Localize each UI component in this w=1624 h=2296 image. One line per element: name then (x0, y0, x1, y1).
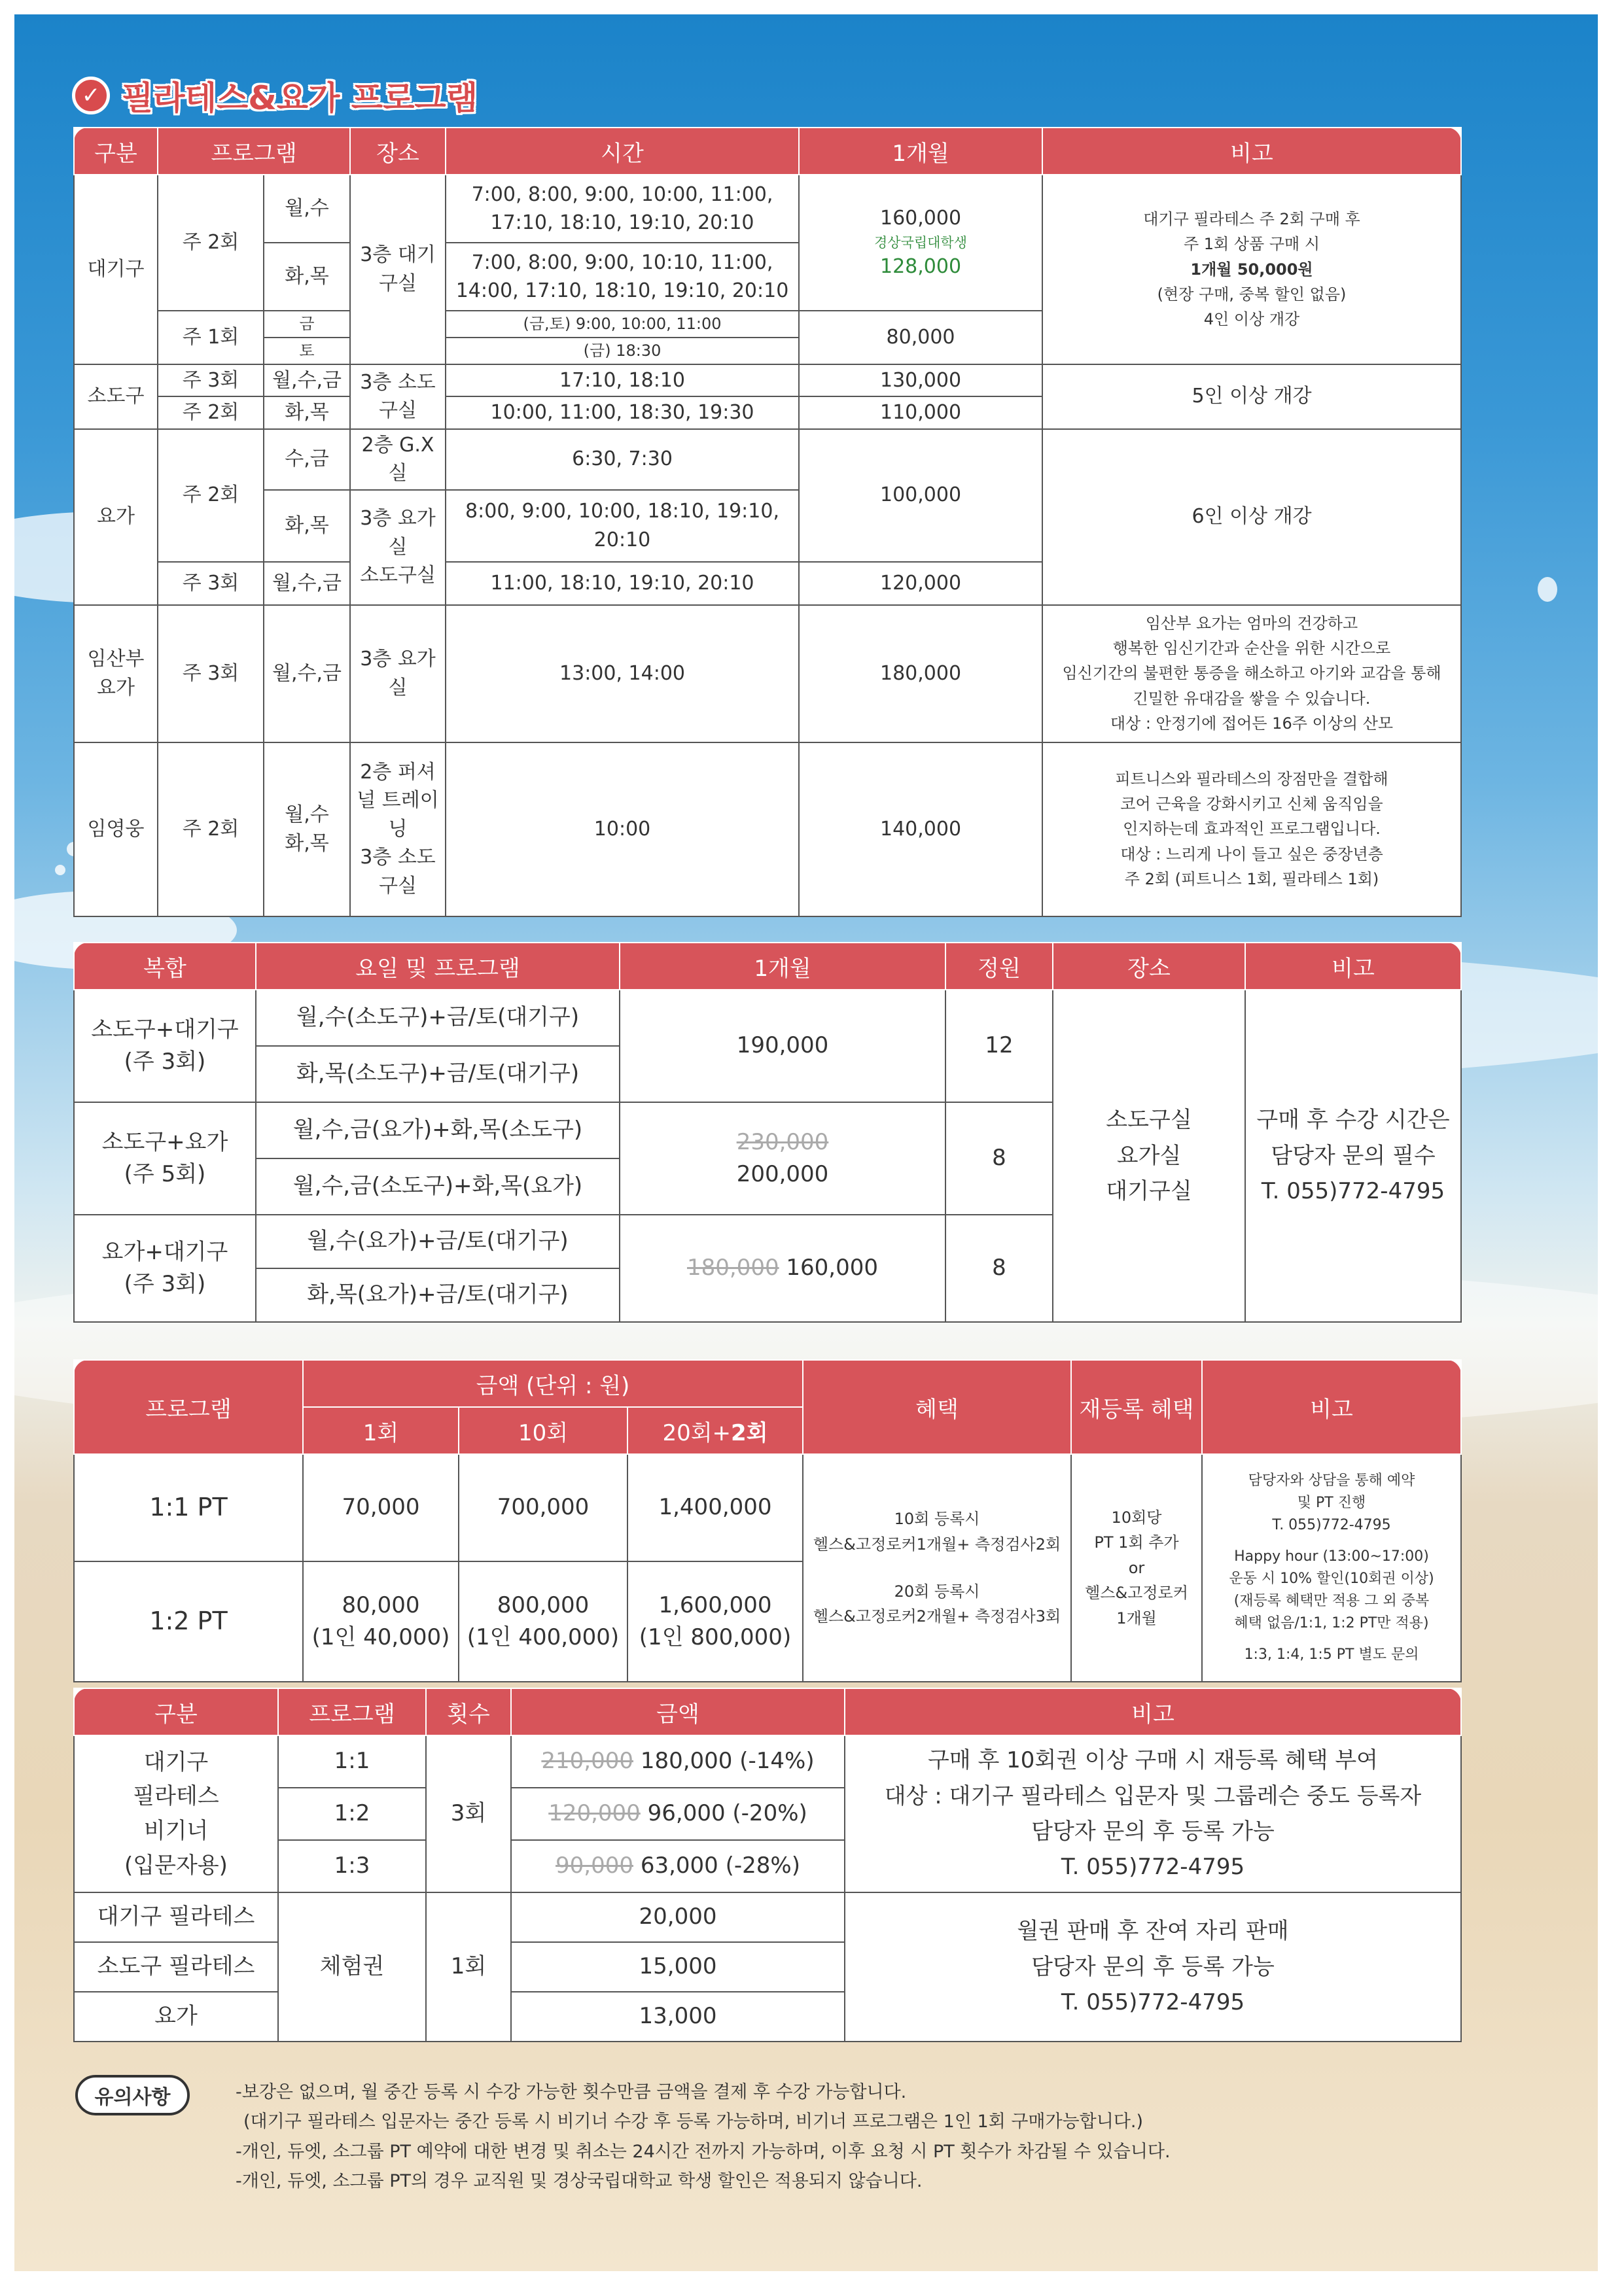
category-line: 비기너 (143, 1818, 209, 1844)
price-cell (620, 1215, 945, 1322)
benefit-line: 헬스&고정로커2개월+ 측정검사3회 (813, 1607, 1061, 1626)
benefit-line: 10회 등록시 (894, 1510, 980, 1529)
header-benefit: 혜택 (803, 1360, 1071, 1454)
price-cell: 700,000 (459, 1454, 627, 1561)
old-price: 120,000 (548, 1800, 641, 1827)
note-line: 1개월 50,000원 (1190, 260, 1313, 279)
program-cell: 1:3 (278, 1840, 426, 1892)
frequency-cell: 주 2회 (158, 175, 264, 311)
price-cell: 140,000 (799, 742, 1042, 916)
header-location: 장소 (350, 128, 446, 175)
days-cell: 화,목 (264, 490, 350, 562)
days-cell: 수,금 (264, 429, 350, 490)
rereg-line: 헬스&고정로커 (1085, 1584, 1188, 1603)
note-cell (1202, 1454, 1461, 1682)
combo-frequency: (주 5회) (124, 1161, 206, 1187)
combo-program-cell: 월,수,금(요가)+화,목(소도구) (256, 1102, 620, 1158)
days-cell: 화,목 (264, 396, 350, 429)
note-line: 행복한 임신기간과 순산을 위한 시간으로 (1112, 639, 1391, 657)
rereg-line: or (1128, 1558, 1145, 1577)
header-count: 횟수 (426, 1688, 511, 1735)
note-line: (재등록 혜택만 적용 그 외 중복 (1233, 1593, 1430, 1610)
note-line: T. 055)772-4795 (1061, 1854, 1245, 1881)
frequency-cell: 주 2회 (158, 396, 264, 429)
check-icon: ✓ (72, 77, 110, 114)
header-month: 1개월 (799, 128, 1042, 175)
days-line: 화,목 (285, 831, 329, 855)
category-line: 필라테스 (133, 1783, 219, 1810)
beginner-table (73, 1688, 1462, 2042)
time-cell: (금,토) 9:00, 10:00, 11:00 (446, 311, 799, 338)
frequency-cell: 주 2회 (158, 429, 264, 562)
note-line: 인지하는데 효과적인 프로그램입니다. (1123, 820, 1381, 839)
header-price: 금액 (단위 : 원) (303, 1360, 803, 1407)
location-line: 2층 퍼셔널 트레이닝 (357, 760, 439, 841)
days-cell: 월,수,금 (264, 562, 350, 605)
price-per-person: (1인 400,000) (467, 1624, 620, 1650)
header-note: 비고 (1042, 128, 1461, 175)
note-line: 4인 이상 개강 (1203, 310, 1300, 329)
note-line: 대상 : 대기구 필라테스 입문자 및 그룹레슨 중도 등록자 (884, 1783, 1422, 1809)
time-cell: 6:30, 7:30 (446, 429, 799, 490)
location-line: 3층 요가실 (360, 507, 436, 559)
note-line: (현장 구매, 중복 할인 없음) (1157, 285, 1347, 304)
capacity-cell: 8 (945, 1215, 1053, 1322)
combo-program-cell: 화,목(소도구)+금/토(대기구) (256, 1046, 620, 1102)
rereg-cell (1071, 1454, 1202, 1682)
location-cell: 2층 G.X실 (350, 429, 446, 490)
header-program: 프로그램 (158, 128, 350, 175)
price-cell: 70,000 (303, 1454, 459, 1561)
note-line: 혜택 없음/1:1, 1:2 PT만 적용) (1234, 1615, 1429, 1632)
count-cell: 1회 (426, 1892, 511, 2042)
note-cell (1042, 175, 1461, 364)
trial-name-cell: 대기구 필라테스 (74, 1892, 278, 1942)
frequency-cell: 주 2회 (158, 742, 264, 916)
capacity-cell: 12 (945, 990, 1053, 1102)
combo-program-cell: 월,수(요가)+금/토(대기구) (256, 1215, 620, 1268)
header-combo: 복합 (74, 943, 256, 990)
dot-decoration (55, 865, 65, 875)
price-cell: 110,000 (799, 396, 1042, 429)
note-line: Happy hour (13:00~17:00) (1234, 1548, 1429, 1565)
header-time: 시간 (446, 128, 799, 175)
header-days-program: 요일 및 프로그램 (256, 943, 620, 990)
note-spacer (1207, 1635, 1456, 1644)
note-line: 월권 판매 후 잔여 자리 판매 (1017, 1918, 1289, 1945)
note-cell: 6인 이상 개강 (1042, 429, 1461, 605)
combo-name-cell (74, 1102, 256, 1215)
combo-name-cell (74, 990, 256, 1102)
combo-name-cell (74, 1215, 256, 1322)
benefit-line: 헬스&고정로커1개월+ 측정검사2회 (813, 1535, 1061, 1554)
benefit-cell (803, 1454, 1071, 1682)
price-cell (459, 1561, 627, 1682)
category-cell: 요가 (74, 429, 158, 605)
program-cell: 1:2 (278, 1788, 426, 1840)
header-category: 구분 (74, 128, 158, 175)
header-capacity: 정원 (945, 943, 1053, 990)
days-cell: 토 (264, 338, 350, 364)
location-cell (1053, 990, 1245, 1322)
notice-lines (236, 2078, 1171, 2196)
note-line: 구매 후 10회권 이상 구매 시 재등록 혜택 부여 (927, 1747, 1379, 1774)
header-20-bonus: 2회 (731, 1419, 768, 1446)
note-line: 구매 후 수강 시간은 (1256, 1107, 1450, 1134)
location-line: 3층 소도구실 (360, 846, 436, 897)
days-cell (264, 742, 350, 916)
pt-name-cell: 1:1 PT (74, 1454, 303, 1561)
note-line: 주 1회 상품 구매 시 (1183, 235, 1320, 254)
price-per-person: (1인 800,000) (639, 1624, 792, 1650)
category-line: (입문자용) (124, 1852, 228, 1879)
header-month: 1개월 (620, 943, 945, 990)
rereg-line: PT 1회 추가 (1094, 1533, 1179, 1552)
student-label: 경상국립대학생 (874, 234, 968, 251)
note-line: T. 055)772-4795 (1261, 1178, 1445, 1205)
category-cell: 대기구 (74, 175, 158, 364)
time-cell: (금) 18:30 (446, 338, 799, 364)
note-cell (1245, 990, 1461, 1322)
note-spacer (1207, 1537, 1456, 1546)
location-cell: 3층 대기구실 (350, 175, 446, 364)
time-cell: 7:00, 8:00, 9:00, 10:00, 11:00, 17:10, 18:10, 19:10, 20:10 (446, 175, 799, 243)
old-price: 180,000 (686, 1255, 779, 1281)
trial-name-cell: 소도구 필라테스 (74, 1942, 278, 1992)
location-line: 소도구실 (360, 564, 436, 587)
note-cell (845, 1735, 1461, 1892)
price-value: 200,000 (736, 1161, 829, 1187)
price-cell: 20,000 (511, 1892, 845, 1942)
time-cell: 10:00 (446, 742, 799, 916)
price-cell: 180,000 (799, 605, 1042, 742)
price-value: 1,600,000 (658, 1592, 772, 1618)
price-value: 96,000 (-20%) (647, 1800, 807, 1827)
note-line: 1:3, 1:4, 1:5 PT 별도 문의 (1244, 1646, 1419, 1663)
price-cell (620, 1102, 945, 1215)
days-cell: 월,수 (264, 175, 350, 243)
note-line: 임산부 요가는 엄마의 건강하고 (1145, 614, 1358, 633)
frequency-cell: 주 3회 (158, 605, 264, 742)
price-cell: 80,000 (799, 311, 1042, 364)
combo-table (73, 942, 1462, 1323)
combo-program-cell: 화,목(요가)+금/토(대기구) (256, 1268, 620, 1322)
note-line: 임신기간의 불편한 통증을 해소하고 아기와 교감을 통해 (1062, 664, 1441, 683)
price-value: 180,000 (-14%) (640, 1748, 815, 1775)
header-category: 구분 (74, 1688, 278, 1735)
combo-frequency: (주 3회) (124, 1049, 206, 1075)
time-cell: 11:00, 18:10, 19:10, 20:10 (446, 562, 799, 605)
note-line: 피트니스와 필라테스의 장점만을 결합해 (1115, 769, 1388, 788)
time-cell: 7:00, 8:00, 9:00, 10:10, 11:00, 14:00, 17:10, 18:10, 19:10, 20:10 (446, 243, 799, 311)
note-line: T. 055)772-4795 (1272, 1516, 1391, 1533)
trial-name-cell: 요가 (74, 1992, 278, 2042)
location-line: 요가실 (1116, 1142, 1182, 1169)
time-cell: 10:00, 11:00, 18:30, 19:30 (446, 396, 799, 429)
price-cell (799, 175, 1042, 311)
rereg-line: 10회당 (1111, 1508, 1162, 1527)
header-20-label: 20회+ (662, 1419, 732, 1446)
category-cell: 소도구 (74, 364, 158, 429)
pt-name-cell: 1:2 PT (74, 1561, 303, 1682)
price-value: 800,000 (497, 1592, 590, 1618)
program-cell: 체험권 (278, 1892, 426, 2042)
combo-name: 요가+대기구 (101, 1238, 228, 1265)
days-cell: 월,수,금 (264, 605, 350, 742)
page-title: 필라테스&요가 프로그램 (122, 79, 478, 117)
header-20-session (627, 1407, 803, 1454)
note-line: 주 2회 (피트니스 1회, 필라테스 1회) (1124, 870, 1379, 889)
price-per-person: (1인 40,000) (311, 1624, 450, 1650)
category-cell (74, 1735, 278, 1892)
header-rereg: 재등록 혜택 (1071, 1360, 1202, 1454)
note-line: 대기구 필라테스 주 2회 구매 후 (1143, 209, 1360, 228)
location-line: 소도구실 (1106, 1107, 1192, 1134)
price-cell (511, 1840, 845, 1892)
count-cell: 3회 (426, 1735, 511, 1892)
price-cell: 15,000 (511, 1942, 845, 1992)
header-program: 프로그램 (74, 1360, 303, 1454)
note-cell: 5인 이상 개강 (1042, 364, 1461, 429)
days-cell: 월,수,금 (264, 364, 350, 397)
time-cell: 13:00, 14:00 (446, 605, 799, 742)
note-line: 대상 : 느리게 나이 들고 싶은 중장년층 (1120, 844, 1383, 863)
notice-line: (대기구 필라테스 입문자는 중간 등록 시 비기너 수강 후 등록 가능하며, 비기너 프로그램은 1인 1회 구매가능합니다.) (243, 2112, 1144, 2132)
price-cell (303, 1561, 459, 1682)
note-line: T. 055)772-4795 (1061, 1989, 1245, 2016)
note-cell (1042, 605, 1461, 742)
frequency-cell: 주 3회 (158, 364, 264, 397)
combo-program-cell: 월,수,금(소도구)+화,목(요가) (256, 1158, 620, 1215)
old-price: 90,000 (556, 1852, 633, 1879)
header-program: 프로그램 (278, 1688, 426, 1735)
category-line: 대기구 (143, 1748, 209, 1775)
price-value: 63,000 (-28%) (640, 1852, 800, 1879)
days-cell: 금 (264, 311, 350, 338)
price-cell: 13,000 (511, 1992, 845, 2042)
time-cell: 8:00, 9:00, 10:00, 18:10, 19:10, 20:10 (446, 490, 799, 562)
price-cell: 100,000 (799, 429, 1042, 562)
student-price: 128,000 (879, 255, 962, 279)
time-cell: 17:10, 18:10 (446, 364, 799, 397)
note-line: 담당자 문의 후 등록 가능 (1031, 1818, 1275, 1845)
combo-frequency: (주 3회) (124, 1271, 206, 1297)
price-cell: 190,000 (620, 990, 945, 1102)
note-line: 및 PT 진행 (1297, 1494, 1366, 1511)
price-cell (627, 1561, 803, 1682)
note-line: 코어 근육을 강화시키고 신체 움직임을 (1120, 795, 1383, 813)
title-row (72, 72, 478, 119)
frequency-cell: 주 3회 (158, 562, 264, 605)
days-line: 월,수 (285, 803, 329, 827)
price-value: 160,000 (879, 207, 962, 230)
frequency-cell: 주 1회 (158, 311, 264, 364)
location-line: 대기구실 (1106, 1178, 1192, 1205)
header-10-session: 10회 (459, 1407, 627, 1454)
note-line: 담당자와 상담을 통해 예약 (1248, 1472, 1415, 1489)
header-note: 비고 (845, 1688, 1461, 1735)
location-cell: 3층 소도구실 (350, 364, 446, 429)
price-value: 80,000 (342, 1592, 420, 1618)
category-cell: 임영웅 (74, 742, 158, 916)
location-cell (350, 742, 446, 916)
header-1-session: 1회 (303, 1407, 459, 1454)
notice-line: -보강은 없으며, 월 중간 등록 시 수강 가능한 횟수만큼 금액을 결제 후 수강 가능합니다. (236, 2082, 907, 2102)
schedule-table (73, 127, 1462, 917)
note-cell (845, 1892, 1461, 2042)
benefit-line: 20회 등록시 (894, 1582, 980, 1601)
days-cell: 화,목 (264, 243, 350, 311)
rereg-line: 1개월 (1116, 1609, 1157, 1627)
note-cell (1042, 742, 1461, 916)
location-cell (350, 490, 446, 605)
note-line: 긴밀한 유대감을 쌓을 수 있습니다. (1133, 689, 1371, 708)
header-note: 비고 (1202, 1360, 1461, 1454)
program-cell: 1:1 (278, 1735, 426, 1788)
combo-name: 소도구+대기구 (91, 1016, 239, 1043)
combo-name: 소도구+요가 (101, 1128, 228, 1155)
note-line: 담당자 문의 후 등록 가능 (1031, 1953, 1275, 1980)
note-line: 대상 : 안정기에 접어든 16주 이상의 산모 (1110, 714, 1394, 733)
category-cell: 임산부 요가 (74, 605, 158, 742)
note-line: 운동 시 10% 할인(10회권 이상) (1229, 1571, 1434, 1587)
capacity-cell: 8 (945, 1102, 1053, 1215)
old-price: 210,000 (541, 1748, 633, 1775)
price-cell (511, 1735, 845, 1788)
notice-line: -개인, 듀엣, 소그룹 PT의 경우 교직원 및 경상국립대학교 학생 할인은 적용되지 않습니다. (236, 2171, 923, 2192)
combo-program-cell: 월,수(소도구)+금/토(대기구) (256, 990, 620, 1046)
price-value: 160,000 (786, 1255, 879, 1281)
price-cell: 120,000 (799, 562, 1042, 605)
header-note: 비고 (1245, 943, 1461, 990)
notice-line: -개인, 듀엣, 소그룹 PT 예약에 대한 변경 및 취소는 24시간 전까지 가능하며, 이후 요청 시 PT 횟수가 차감될 수 있습니다. (236, 2141, 1171, 2162)
pt-table (73, 1359, 1462, 1682)
price-cell: 1,400,000 (627, 1454, 803, 1561)
note-line: 담당자 문의 필수 (1271, 1142, 1436, 1169)
location-cell: 3층 요가실 (350, 605, 446, 742)
header-price: 금액 (511, 1688, 845, 1735)
old-price: 230,000 (736, 1128, 829, 1155)
price-cell (511, 1788, 845, 1840)
header-location: 장소 (1053, 943, 1245, 990)
benefit-spacer (807, 1557, 1067, 1579)
dot-decoration (1538, 577, 1557, 602)
notice-badge: 유의사항 (75, 2075, 190, 2115)
price-cell: 130,000 (799, 364, 1042, 397)
